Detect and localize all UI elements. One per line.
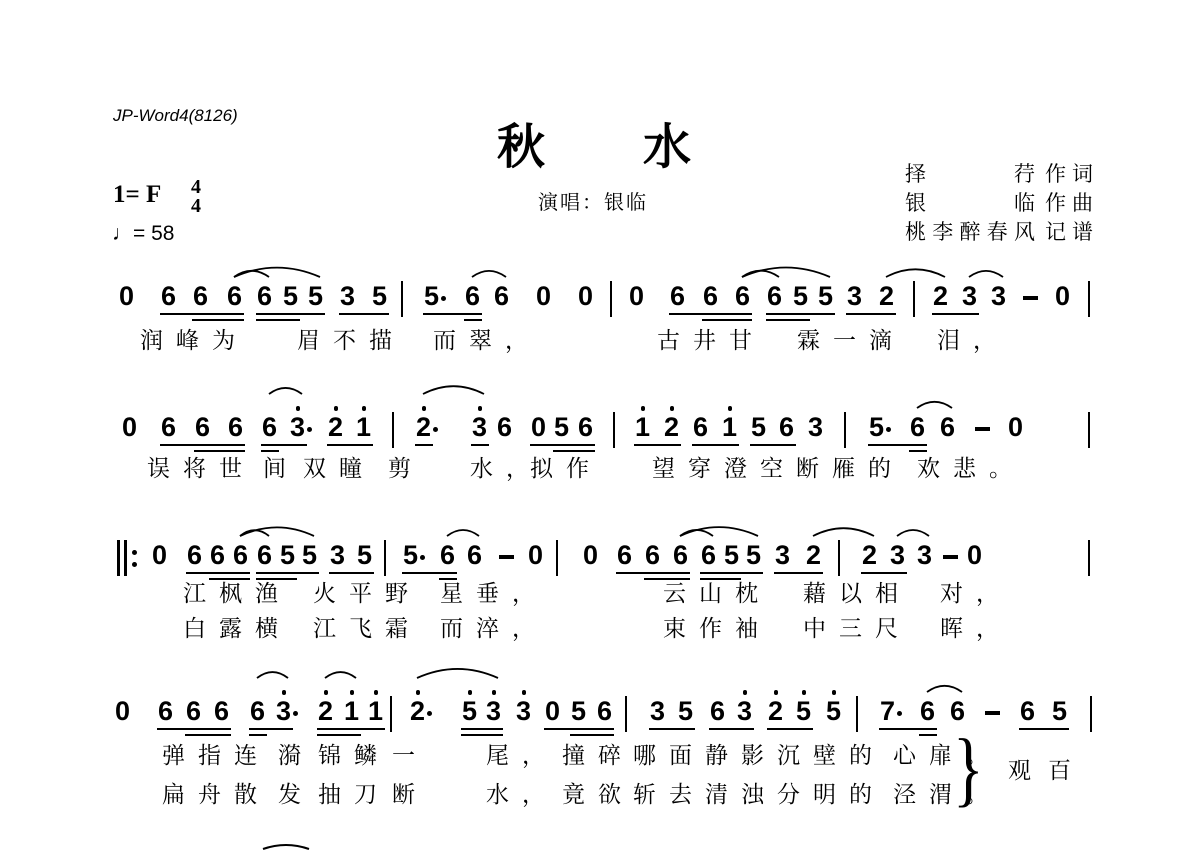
beam-line <box>256 313 325 315</box>
beam-line <box>339 313 389 315</box>
note-token: 2 <box>933 281 949 311</box>
beam-line <box>1019 728 1069 730</box>
note-token: 5 <box>818 281 834 311</box>
time-signature-top: 4 <box>191 176 201 198</box>
note-token: 2 <box>768 696 784 726</box>
bottom-partial-slur <box>0 838 1200 850</box>
duration-dash <box>943 555 958 559</box>
credit-lyricist-role: 作词 <box>1045 162 1099 186</box>
duration-dash <box>985 711 1000 715</box>
beam-line <box>160 313 244 315</box>
credit-transcriber-name <box>905 216 1035 246</box>
lyric-segment: 哪面静影沉壁的 <box>633 743 885 768</box>
note-token: 5 <box>462 696 478 726</box>
rest-token: 0 <box>583 540 599 570</box>
note-token: 6 <box>494 281 510 311</box>
note-token: 5 <box>372 281 388 311</box>
lyric-segment: 双瞳 <box>303 456 375 481</box>
ending-brace: } <box>953 723 984 816</box>
credit-lyricist-name <box>905 158 1035 188</box>
note-token: 1 <box>356 412 372 442</box>
note-token: 1 <box>344 696 360 726</box>
note-token: 6 <box>670 281 686 311</box>
note-token: 2 <box>416 412 432 442</box>
lyric-segment: 水， <box>470 456 542 481</box>
note-token: 6 <box>262 412 278 442</box>
beam-line <box>634 444 681 446</box>
note-token: 5 <box>280 540 296 570</box>
note-token: 3 <box>808 412 824 442</box>
rest-token: 0 <box>545 696 561 726</box>
augmentation-dot <box>307 427 312 432</box>
beam-line <box>750 444 796 446</box>
beam-line <box>317 728 385 730</box>
note-token: 6 <box>1020 696 1036 726</box>
note-token: 6 <box>597 696 613 726</box>
note-token: 6 <box>940 412 956 442</box>
note-token: 6 <box>645 540 661 570</box>
note-token: 6 <box>465 281 481 311</box>
beam-line <box>256 319 300 321</box>
note-token: 3 <box>650 696 666 726</box>
note-token: 3 <box>847 281 863 311</box>
lyric-segment: 断 <box>392 782 428 807</box>
note-token: 5 <box>796 696 812 726</box>
beam-line <box>327 444 373 446</box>
note-token: 6 <box>193 281 209 311</box>
note-token: 6 <box>250 696 266 726</box>
page-title: 秋水 <box>497 121 790 174</box>
note-token: 1 <box>368 696 384 726</box>
lyric-segment: 泪， <box>937 328 1009 353</box>
note-token: 1 <box>722 412 738 442</box>
beam-line <box>461 728 503 730</box>
augmentation-dot <box>293 711 298 716</box>
slur-arcs <box>0 384 1200 418</box>
lyric-segment: 藉以相 <box>803 581 911 606</box>
beam-line <box>160 444 245 446</box>
lyric-segment: 扁舟散 <box>162 782 270 807</box>
note-token: 5 <box>308 281 324 311</box>
slur-tie-arc <box>680 527 758 536</box>
note-token: 3 <box>276 696 292 726</box>
credit-name-char: 风 <box>1014 220 1035 244</box>
duration-dash <box>1023 296 1038 300</box>
beam-line <box>157 728 231 730</box>
note-token: 6 <box>186 696 202 726</box>
watermark-text: JP-Word4(8126) <box>113 106 238 125</box>
note-token: 6 <box>779 412 795 442</box>
repeat-dot <box>132 562 137 567</box>
lyric-segment: 抽刀 <box>318 782 390 807</box>
slur-tie-arc <box>234 268 320 277</box>
lyric-segment: 欢悲。 <box>917 456 1025 481</box>
note-token: 3 <box>737 696 753 726</box>
note-token: 2 <box>664 412 680 442</box>
beam-line <box>692 444 739 446</box>
credit-name-char: 春 <box>986 220 1008 244</box>
slur-tie-arc <box>886 269 945 277</box>
note-token: 5 <box>724 540 740 570</box>
lyric-segment: 弹指连 <box>162 743 270 768</box>
key-signature: 1= F <box>113 181 162 208</box>
augmentation-dot <box>441 296 446 301</box>
lyric-segment: 锦鳞 <box>318 743 390 768</box>
rest-token: 0 <box>531 412 547 442</box>
beam-line <box>544 728 614 730</box>
note-token: 5 <box>403 540 419 570</box>
note-token: 3 <box>472 412 488 442</box>
credit-name-char: 李 <box>932 220 954 244</box>
slur-tie-arc <box>447 530 479 536</box>
note-token: 6 <box>440 540 456 570</box>
augmentation-dot <box>886 427 891 432</box>
augmentation-dot <box>427 711 432 716</box>
note-token: 6 <box>735 281 751 311</box>
credit-transcriber <box>905 216 1099 244</box>
lyric-segment: 漪 <box>278 743 314 768</box>
slur-arcs <box>0 668 1200 702</box>
lyric-segment: 撞碎 <box>562 743 634 768</box>
note-token: 6 <box>158 696 174 726</box>
rest-token: 0 <box>528 540 544 570</box>
note-token: 3 <box>330 540 346 570</box>
slur-arcs <box>0 253 1200 287</box>
note-token: 3 <box>290 412 306 442</box>
lyric-segment: 竟欲 <box>562 782 634 807</box>
slur-tie-arc <box>897 530 929 536</box>
note-token: 5 <box>283 281 299 311</box>
note-token: 6 <box>195 412 211 442</box>
credit-name-char: 桃 <box>905 220 926 244</box>
note-token: 6 <box>767 281 783 311</box>
note-token: 5 <box>751 412 767 442</box>
note-token: 6 <box>950 696 966 726</box>
beam-line <box>932 313 979 315</box>
note-token: 6 <box>497 412 513 442</box>
note-token: 3 <box>991 281 1007 311</box>
lyric-segment: 江飞霜 <box>313 616 421 641</box>
note-token: 3 <box>962 281 978 311</box>
lyric-segment: 对， <box>940 581 1012 606</box>
slur-tie-arc <box>472 271 506 277</box>
beam-line <box>709 728 754 730</box>
beam-line <box>261 444 307 446</box>
rest-token: 0 <box>1055 281 1071 311</box>
singer-subtitle: 演唱：银临 <box>538 192 648 214</box>
time-signature <box>191 178 201 216</box>
tempo-marking: ♩= 58 <box>112 222 175 245</box>
beam-line <box>766 313 835 315</box>
note-token: 3 <box>890 540 906 570</box>
lyric-segment: 发 <box>278 782 314 807</box>
lyric-segment: 润峰为 <box>140 328 248 353</box>
lyric-segment: 尾， <box>486 743 558 768</box>
note-token: 6 <box>467 540 483 570</box>
slur-tie-arc <box>269 388 302 394</box>
lyric-segment: 拟作 <box>530 456 602 481</box>
beam-line <box>669 313 752 315</box>
lyric-segment: 眉不描 <box>297 328 405 353</box>
note-token: 6 <box>161 412 177 442</box>
slur-tie-arc <box>423 386 484 394</box>
note-token: 6 <box>161 281 177 311</box>
note-token: 6 <box>257 540 273 570</box>
rest-token: 0 <box>115 696 131 726</box>
note-token: 6 <box>703 281 719 311</box>
beam-line <box>249 728 293 730</box>
credit-name-char: 临 <box>1014 191 1035 215</box>
note-token: 5 <box>1052 696 1068 726</box>
note-token: 6 <box>910 412 926 442</box>
lyric-segment: 束作袖 <box>663 616 771 641</box>
note-token: 2 <box>328 412 344 442</box>
credit-composer <box>905 187 1099 215</box>
beam-line <box>471 444 489 446</box>
note-token: 5 <box>793 281 809 311</box>
lyric-segment: 白露横 <box>183 616 291 641</box>
slur-tie-arc <box>742 268 830 278</box>
lyric-segment: 霖一滴 <box>797 328 905 353</box>
duration-dash <box>975 427 990 431</box>
note-token: 6 <box>673 540 689 570</box>
credit-name-char: 择 <box>905 162 926 186</box>
lyric-segment: 火平野 <box>313 581 421 606</box>
beam-line <box>868 444 927 446</box>
note-token: 5 <box>424 281 440 311</box>
note-token: 2 <box>862 540 878 570</box>
note-token: 5 <box>826 696 842 726</box>
lyric-segment: 中三尺 <box>803 616 911 641</box>
duration-dash <box>499 555 514 559</box>
rest-token: 0 <box>629 281 645 311</box>
note-token: 2 <box>879 281 895 311</box>
note-token: 3 <box>775 540 791 570</box>
slur-tie-arc <box>240 527 314 536</box>
rest-token: 0 <box>119 281 135 311</box>
note-token: 2 <box>410 696 426 726</box>
beam-line <box>846 313 896 315</box>
beam-line <box>530 444 595 446</box>
repeat-dot <box>132 550 137 555</box>
lyric-segment: 星垂， <box>440 581 548 606</box>
credit-name-char: 荇 <box>1014 162 1035 186</box>
lyric-segment: 而翠， <box>433 328 541 353</box>
next-phrase-lyrics: 观百 <box>1008 758 1088 783</box>
note-token: 2 <box>806 540 822 570</box>
note-token: 6 <box>920 696 936 726</box>
note-token: 3 <box>486 696 502 726</box>
lyric-segment: 水， <box>486 782 558 807</box>
credit-name-char: 醉 <box>959 220 981 244</box>
augmentation-dot <box>433 427 438 432</box>
credit-name-char: 银 <box>905 191 926 215</box>
slur-tie-arc <box>325 672 356 678</box>
augmentation-dot <box>420 555 425 560</box>
lyric-segment: 云山枕 <box>663 581 771 606</box>
lyric-segment: 误将世 <box>147 456 255 481</box>
time-signature-bottom: 4 <box>191 195 201 217</box>
slur-tie-arc <box>927 686 962 692</box>
lyric-segment: 间 <box>263 456 299 481</box>
credit-composer-name <box>905 187 1035 217</box>
note-token: 6 <box>187 540 203 570</box>
note-token: 3 <box>340 281 356 311</box>
note-token: 6 <box>693 412 709 442</box>
slur-tie-arc <box>813 528 874 536</box>
beam-line <box>423 313 482 315</box>
note-token: 3 <box>516 696 532 726</box>
credit-transcriber-role: 记谱 <box>1045 220 1099 244</box>
credit-composer-role: 作曲 <box>1045 191 1099 215</box>
lyric-segment: 望穿澄空断雁的 <box>652 456 904 481</box>
beam-line <box>415 444 433 446</box>
note-token: 3 <box>917 540 933 570</box>
note-token: 5 <box>571 696 587 726</box>
note-token: 5 <box>302 540 318 570</box>
slur-tie-arc <box>257 672 288 678</box>
augmentation-dot <box>897 711 902 716</box>
slur-tie-arc <box>917 402 952 408</box>
note-token: 6 <box>228 412 244 442</box>
note-token: 6 <box>617 540 633 570</box>
note-token: 1 <box>635 412 651 442</box>
note-token: 6 <box>214 696 230 726</box>
rest-token: 0 <box>1008 412 1024 442</box>
lyric-segment: 江枫渔 <box>183 581 291 606</box>
lyric-segment: 泾渭。 <box>893 782 1001 807</box>
lyric-segment: 晖， <box>940 616 1012 641</box>
note-token: 6 <box>578 412 594 442</box>
beam-line <box>649 728 695 730</box>
rest-token: 0 <box>152 540 168 570</box>
note-token: 6 <box>701 540 717 570</box>
lyric-segment: 古井甘 <box>657 328 765 353</box>
note-token: 5 <box>869 412 885 442</box>
lyric-segment: 心扉。 <box>893 743 1001 768</box>
rest-token: 0 <box>122 412 138 442</box>
beam-line <box>767 728 813 730</box>
note-token: 6 <box>233 540 249 570</box>
partial-slur-arc <box>263 845 309 849</box>
note-token: 6 <box>227 281 243 311</box>
slur-tie-arc <box>969 271 1003 277</box>
lyric-segment: 而淬， <box>440 616 548 641</box>
note-token: 5 <box>746 540 762 570</box>
note-token: 6 <box>210 540 226 570</box>
note-token: 6 <box>710 696 726 726</box>
rest-token: 0 <box>578 281 594 311</box>
lyric-segment: 斩去清浊分明的 <box>633 782 885 807</box>
note-token: 6 <box>257 281 273 311</box>
note-token: 5 <box>357 540 373 570</box>
note-token: 5 <box>554 412 570 442</box>
slur-tie-arc <box>417 669 498 678</box>
rest-token: 0 <box>967 540 983 570</box>
lyric-segment: 一 <box>392 743 428 768</box>
rest-token: 0 <box>536 281 552 311</box>
note-token: 2 <box>318 696 334 726</box>
beam-line <box>879 728 937 730</box>
slur-arcs <box>0 512 1200 546</box>
lyric-segment: 剪 <box>388 456 424 481</box>
credit-lyricist <box>905 158 1099 186</box>
note-token: 7 <box>880 696 896 726</box>
note-token: 5 <box>678 696 694 726</box>
